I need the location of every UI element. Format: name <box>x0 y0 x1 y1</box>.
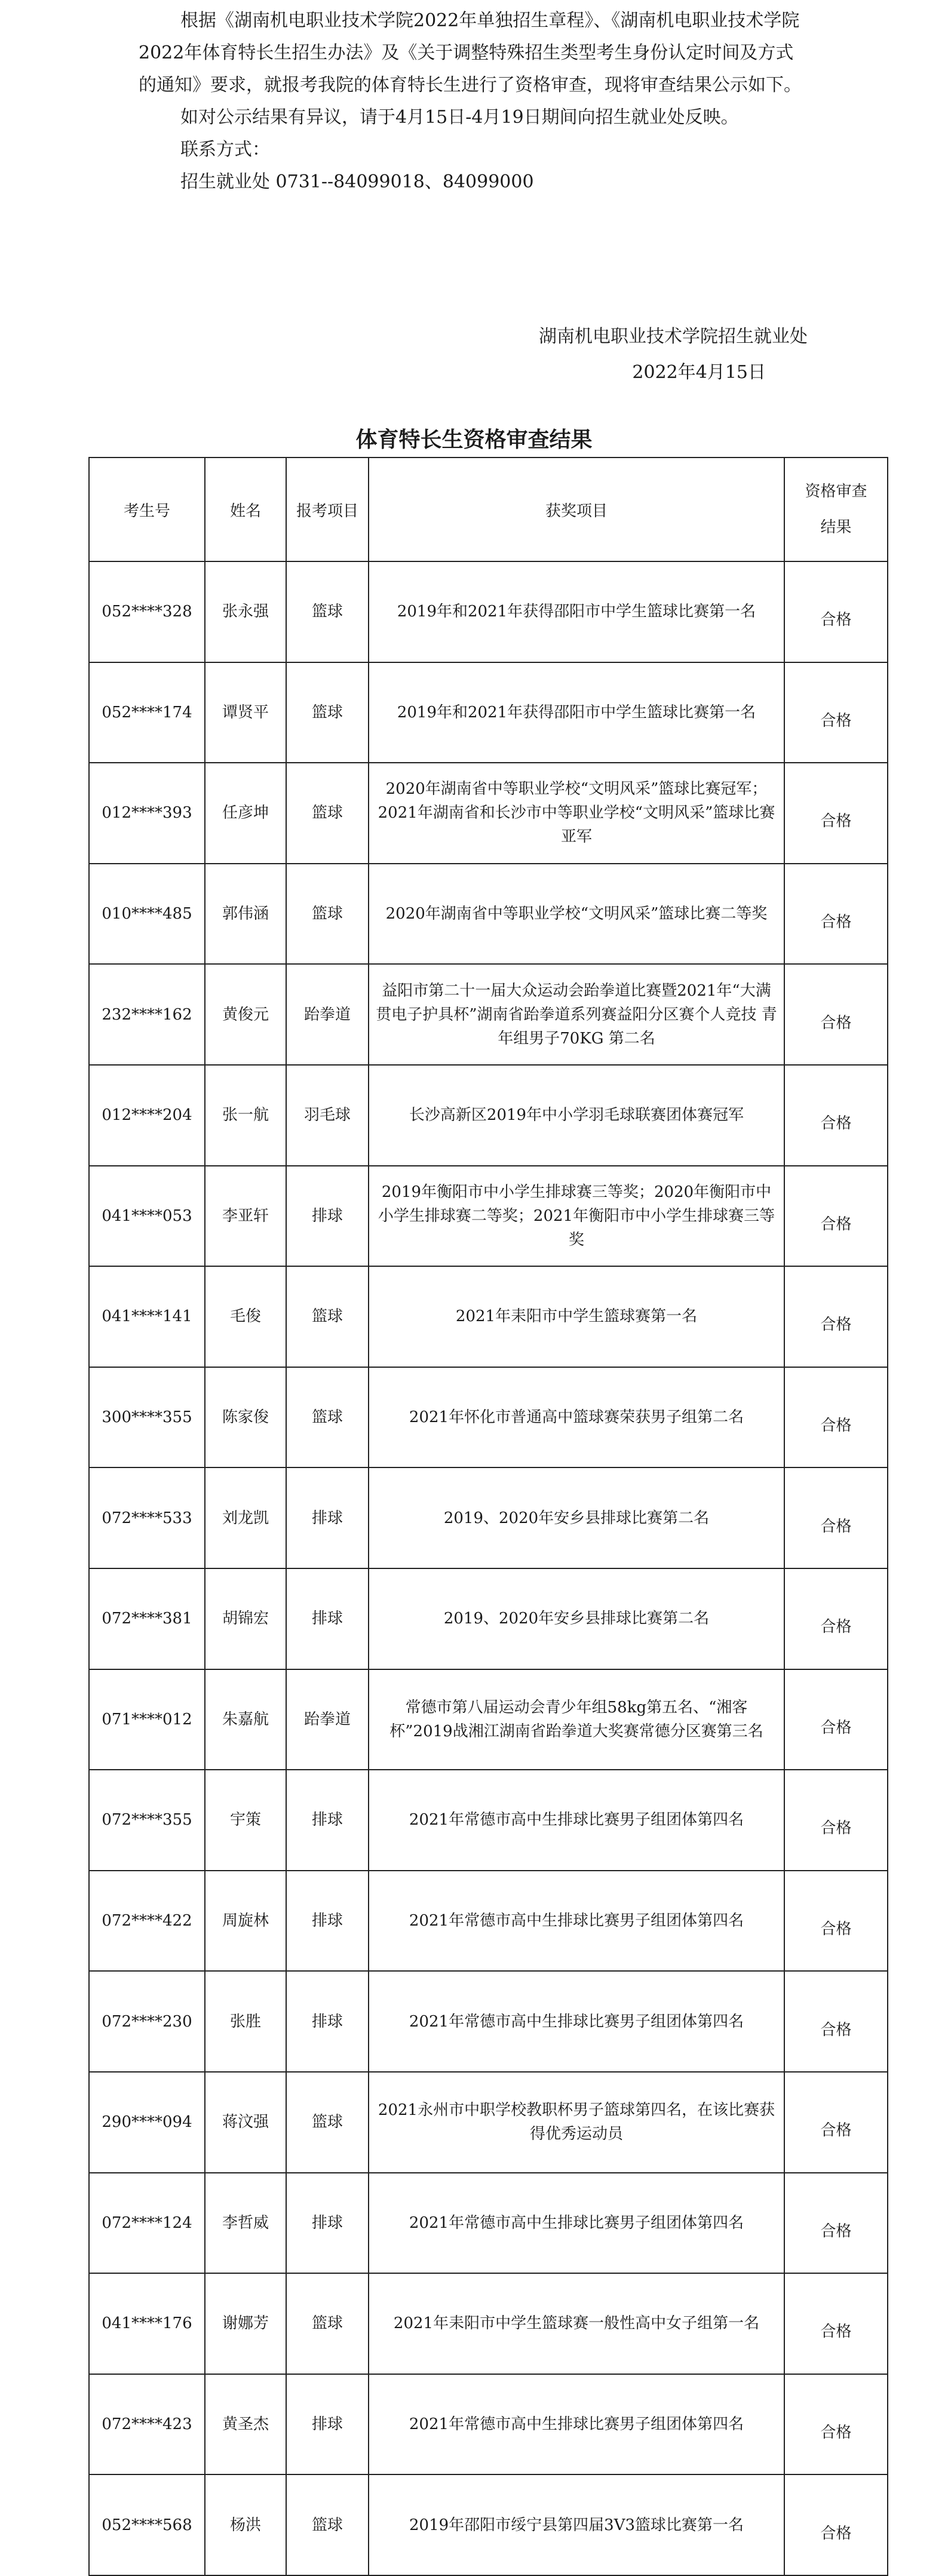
table-row <box>89 1971 888 2072</box>
cell-name: 胡锦宏 <box>205 1568 286 1669</box>
cell-sport: 排球 <box>286 2374 369 2475</box>
cell-result: 合格 <box>784 964 888 1065</box>
table-row <box>89 864 888 965</box>
cell-name: 周旋林 <box>205 1871 286 1972</box>
cell-sport: 跆拳道 <box>286 964 369 1065</box>
cell-exam-no: 072****422 <box>89 1871 205 1972</box>
signature-organization: 湖南机电职业技术学院招生就业处 <box>539 326 808 347</box>
signature-date: 2022年4月15日 <box>632 362 766 383</box>
table-row <box>89 2474 888 2575</box>
cell-result: 合格 <box>784 1669 888 1770</box>
notice-paragraph-2: 如对公示结果有异议，请于4月15日-4月19日期间向招生就业处反映。 <box>180 107 739 128</box>
cell-sport: 排球 <box>286 2173 369 2274</box>
cell-sport: 篮球 <box>286 1367 369 1468</box>
cell-exam-no: 012****393 <box>89 763 205 864</box>
table-row <box>89 1266 888 1367</box>
cell-award: 2021年常德市高中生排球比赛男子组团体第四名 <box>369 2374 784 2475</box>
table-row <box>89 2273 888 2374</box>
cell-sport: 排球 <box>286 1166 369 1267</box>
cell-exam-no: 052****174 <box>89 662 205 763</box>
cell-exam-no: 041****141 <box>89 1266 205 1367</box>
table-row <box>89 1871 888 1972</box>
cell-name: 黄圣杰 <box>205 2374 286 2475</box>
contact-line: 招生就业处 0731--84099018、84099000 <box>180 171 534 192</box>
cell-award: 长沙高新区2019年中小学羽毛球联赛团体赛冠军 <box>369 1065 784 1166</box>
cell-exam-no: 071****012 <box>89 1669 205 1770</box>
header-award: 获奖项目 <box>369 458 784 561</box>
cell-result: 合格 <box>784 662 888 763</box>
cell-exam-no: 041****176 <box>89 2273 205 2374</box>
cell-name: 毛俊 <box>205 1266 286 1367</box>
table-row <box>89 964 888 1065</box>
cell-award: 2021年常德市高中生排球比赛男子组团体第四名 <box>369 1770 784 1871</box>
cell-result: 合格 <box>784 2072 888 2173</box>
cell-result: 合格 <box>784 1065 888 1166</box>
cell-exam-no: 012****204 <box>89 1065 205 1166</box>
table-row <box>89 2072 888 2173</box>
cell-exam-no: 041****053 <box>89 1166 205 1267</box>
notice-body <box>139 0 808 198</box>
cell-award: 2021年常德市高中生排球比赛男子组团体第四名 <box>369 2173 784 2274</box>
cell-award: 2021年常德市高中生排球比赛男子组团体第四名 <box>369 1871 784 1972</box>
cell-sport: 篮球 <box>286 662 369 763</box>
cell-result: 合格 <box>784 1166 888 1267</box>
cell-exam-no: 010****485 <box>89 864 205 965</box>
cell-award: 益阳市第二十一届大众运动会跆拳道比赛暨2021年“大满贯电子护具杯”湖南省跆拳道系列赛益阳分区赛个人竞技 青年组男子70KG 第二名 <box>369 964 784 1065</box>
cell-name: 张永强 <box>205 561 286 662</box>
table-row <box>89 1669 888 1770</box>
cell-sport: 排球 <box>286 1568 369 1669</box>
cell-award: 2021年常德市高中生排球比赛男子组团体第四名 <box>369 1971 784 2072</box>
cell-name: 杨洪 <box>205 2474 286 2575</box>
cell-name: 谭贤平 <box>205 662 286 763</box>
cell-result: 合格 <box>784 1971 888 2072</box>
cell-award: 2019年衡阳市中小学生排球赛三等奖；2020年衡阳市中小学生排球赛二等奖；2021年衡阳市中小学生排球赛三等奖 <box>369 1166 784 1267</box>
table-row <box>89 1568 888 1669</box>
cell-award: 2021年耒阳市中学生篮球赛第一名 <box>369 1266 784 1367</box>
cell-sport: 羽毛球 <box>286 1065 369 1166</box>
cell-name: 李哲威 <box>205 2173 286 2274</box>
table-header-row <box>89 458 888 561</box>
table-row <box>89 1770 888 1871</box>
cell-award: 2021永州市中职学校教职杯男子篮球第四名，在该比赛获得优秀运动员 <box>369 2072 784 2173</box>
cell-name: 张胜 <box>205 1971 286 2072</box>
cell-sport: 篮球 <box>286 763 369 864</box>
cell-name: 朱嘉航 <box>205 1669 286 1770</box>
cell-result: 合格 <box>784 2374 888 2475</box>
cell-sport: 篮球 <box>286 2072 369 2173</box>
cell-sport: 排球 <box>286 1971 369 2072</box>
cell-exam-no: 072****423 <box>89 2374 205 2475</box>
table-row <box>89 1065 888 1166</box>
cell-exam-no: 072****355 <box>89 1770 205 1871</box>
contact-label: 联系方式： <box>180 139 270 160</box>
cell-award: 2021年耒阳市中学生篮球赛一般性高中女子组第一名 <box>369 2273 784 2374</box>
cell-name: 黄俊元 <box>205 964 286 1065</box>
cell-sport: 篮球 <box>286 2273 369 2374</box>
table-row <box>89 1467 888 1568</box>
cell-award: 2019、2020年安乡县排球比赛第二名 <box>369 1467 784 1568</box>
cell-name: 宇策 <box>205 1770 286 1871</box>
cell-exam-no: 072****230 <box>89 1971 205 2072</box>
cell-sport: 篮球 <box>286 864 369 965</box>
cell-award: 2021年怀化市普通高中篮球赛荣获男子组第二名 <box>369 1367 784 1468</box>
cell-sport: 排球 <box>286 1467 369 1568</box>
cell-name: 任彦坤 <box>205 763 286 864</box>
cell-result: 合格 <box>784 2273 888 2374</box>
header-sport: 报考项目 <box>286 458 369 561</box>
header-result-line-2: 结果 <box>820 518 852 536</box>
cell-sport: 跆拳道 <box>286 1669 369 1770</box>
cell-result: 合格 <box>784 2474 888 2575</box>
cell-award: 常德市第八届运动会青少年组58kg第五名、“湘客杯”2019战湘江湖南省跆拳道大奖赛常德分区赛第三名 <box>369 1669 784 1770</box>
cell-result: 合格 <box>784 2173 888 2274</box>
cell-name: 刘龙凯 <box>205 1467 286 1568</box>
cell-name: 谢娜芳 <box>205 2273 286 2374</box>
table-title: 体育特长生资格审查结果 <box>355 427 593 452</box>
table-row <box>89 1166 888 1267</box>
cell-result: 合格 <box>784 1367 888 1468</box>
cell-result: 合格 <box>784 1770 888 1871</box>
cell-exam-no: 072****381 <box>89 1568 205 1669</box>
cell-award: 2019年邵阳市绥宁县第四届3V3篮球比赛第一名 <box>369 2474 784 2575</box>
header-name: 姓名 <box>205 458 286 561</box>
cell-sport: 篮球 <box>286 561 369 662</box>
cell-sport: 篮球 <box>286 1266 369 1367</box>
notice-paragraph-1: 根据《湖南机电职业技术学院2022年单独招生章程》、《湖南机电职业技术学院2022年体育特长生招生办法》及《关于调整特殊招生类型考生身份认定时间及方式的通知》要求，就报考我院的体育特长生进行了资格审查，现将审查结果公示如下。 <box>139 10 802 96</box>
cell-award: 2019年和2021年获得邵阳市中学生篮球比赛第一名 <box>369 662 784 763</box>
cell-award: 2019年和2021年获得邵阳市中学生篮球比赛第一名 <box>369 561 784 662</box>
table-row <box>89 1367 888 1468</box>
cell-exam-no: 072****124 <box>89 2173 205 2274</box>
cell-exam-no: 290****094 <box>89 2072 205 2173</box>
cell-sport: 排球 <box>286 1871 369 1972</box>
table-row <box>89 662 888 763</box>
table-row <box>89 2374 888 2475</box>
cell-award: 2020年湖南省中等职业学校“文明风采”篮球比赛二等奖 <box>369 864 784 965</box>
cell-sport: 篮球 <box>286 2474 369 2575</box>
cell-exam-no: 052****568 <box>89 2474 205 2575</box>
cell-exam-no: 052****328 <box>89 561 205 662</box>
header-exam-no: 考生号 <box>89 458 205 561</box>
cell-exam-no: 232****162 <box>89 964 205 1065</box>
cell-name: 郭伟涵 <box>205 864 286 965</box>
cell-name: 陈家俊 <box>205 1367 286 1468</box>
cell-result: 合格 <box>784 1266 888 1367</box>
cell-name: 张一航 <box>205 1065 286 1166</box>
cell-result: 合格 <box>784 561 888 662</box>
results-table <box>88 457 888 2576</box>
table-row <box>89 763 888 864</box>
table-row <box>89 561 888 662</box>
cell-result: 合格 <box>784 1467 888 1568</box>
cell-name: 蒋汶强 <box>205 2072 286 2173</box>
header-result-line-1: 资格审查 <box>805 483 867 501</box>
cell-exam-no: 072****533 <box>89 1467 205 1568</box>
cell-result: 合格 <box>784 864 888 965</box>
header-result <box>784 458 888 561</box>
cell-result: 合格 <box>784 763 888 864</box>
table-row <box>89 2173 888 2274</box>
cell-sport: 排球 <box>286 1770 369 1871</box>
cell-award: 2019、2020年安乡县排球比赛第二名 <box>369 1568 784 1669</box>
cell-result: 合格 <box>784 1871 888 1972</box>
cell-result: 合格 <box>784 1568 888 1669</box>
cell-award: 2020年湖南省中等职业学校“文明风采”篮球比赛冠军；2021年湖南省和长沙市中等职业学校“文明风采”篮球比赛亚军 <box>369 763 784 864</box>
cell-exam-no: 300****355 <box>89 1367 205 1468</box>
cell-name: 李亚轩 <box>205 1166 286 1267</box>
